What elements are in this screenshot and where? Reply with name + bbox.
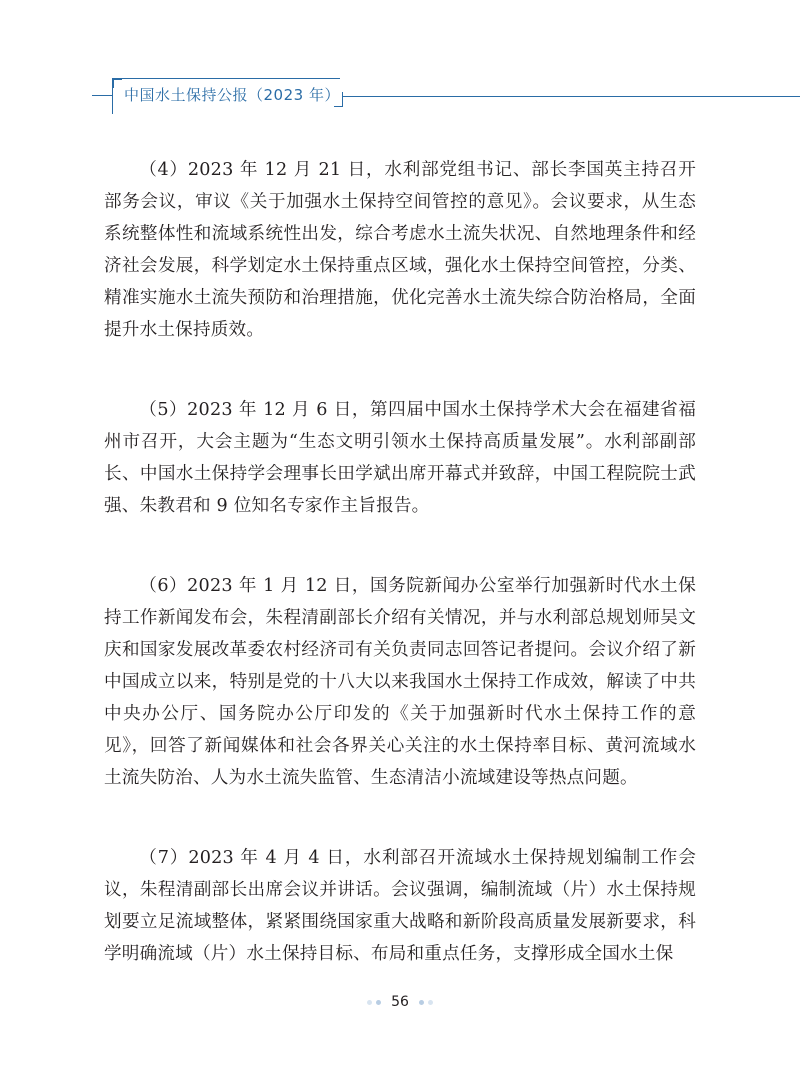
dot-icon [376,1000,381,1005]
dot-icon [367,1000,372,1005]
paragraph-item-6: （6）2023 年 1 月 12 日，国务院新闻办公室举行加强新时代水土保持工作新闻发布会，朱程清副部长介绍有关情况，并与水利部总规划师吴文庆和国家发展改革委农村经济司有关负责同志回答记者提问。会议介绍了新中国成立以来，特别是党的十八大以来我国水土保持工作成效，解读了中共中央办公厅、国务院办公厅印发的《关于加强新时代水土保持工作的意见》，回答了新闻媒体和社会各界关心关注的水土保持率目标、黄河流域水土流失防治、人为水土流失监管、生态清洁小流域建设等热点问题。 [104,576,696,788]
footer-dots-right [419,1000,433,1005]
dot-icon [428,1000,433,1005]
header-rule-right [342,96,800,97]
body-text [104,154,696,970]
header-title: 中国水土保持公报（2023 年） [124,86,340,104]
paragraph-item-5: （5）2023 年 12 月 6 日，第四届中国水土保持学术大会在福建省福州市召开，大会主题为“生态文明引领水土保持高质量发展”。水利部副部长、中国水土保持学会理事长田学斌出席开幕式并致辞，中国工程院院士武强、朱教君和 9 位知名专家作主旨报告。 [104,400,696,516]
page-footer [0,990,800,1014]
header-frame-corner [112,78,122,88]
footer-dots-left [367,1000,381,1005]
header-frame-end [334,92,343,107]
dot-icon [419,1000,424,1005]
paragraph-item-4: （4）2023 年 12 月 21 日，水利部党组书记、部长李国英主持召开部务会议，审议《关于加强水土保持空间管控的意见》。会议要求，从生态系统整体性和流域系统性出发，综合考虑水土流失状况、自然地理条件和经济社会发展，科学划定水土保持重点区域，强化水土保持空间管控，分类、精准实施水土流失预防和治理措施，优化完善水土流失综合防治格局，全面提升水土保持质效。 [104,160,696,340]
page-number: 56 [391,994,409,1010]
header-rule-left [92,95,112,96]
paragraph-item-7: （7）2023 年 4 月 4 日，水利部召开流域水土保持规划编制工作会议，朱程清副部长出席会议并讲话。会议强调，编制流域（片）水土保持规划要立足流域整体，紧紧围绕国家重大战略和新阶段高质量发展新要求，科学明确流域（片）水土保持目标、布局和重点任务，支撑形成全国水土保 [104,848,696,964]
